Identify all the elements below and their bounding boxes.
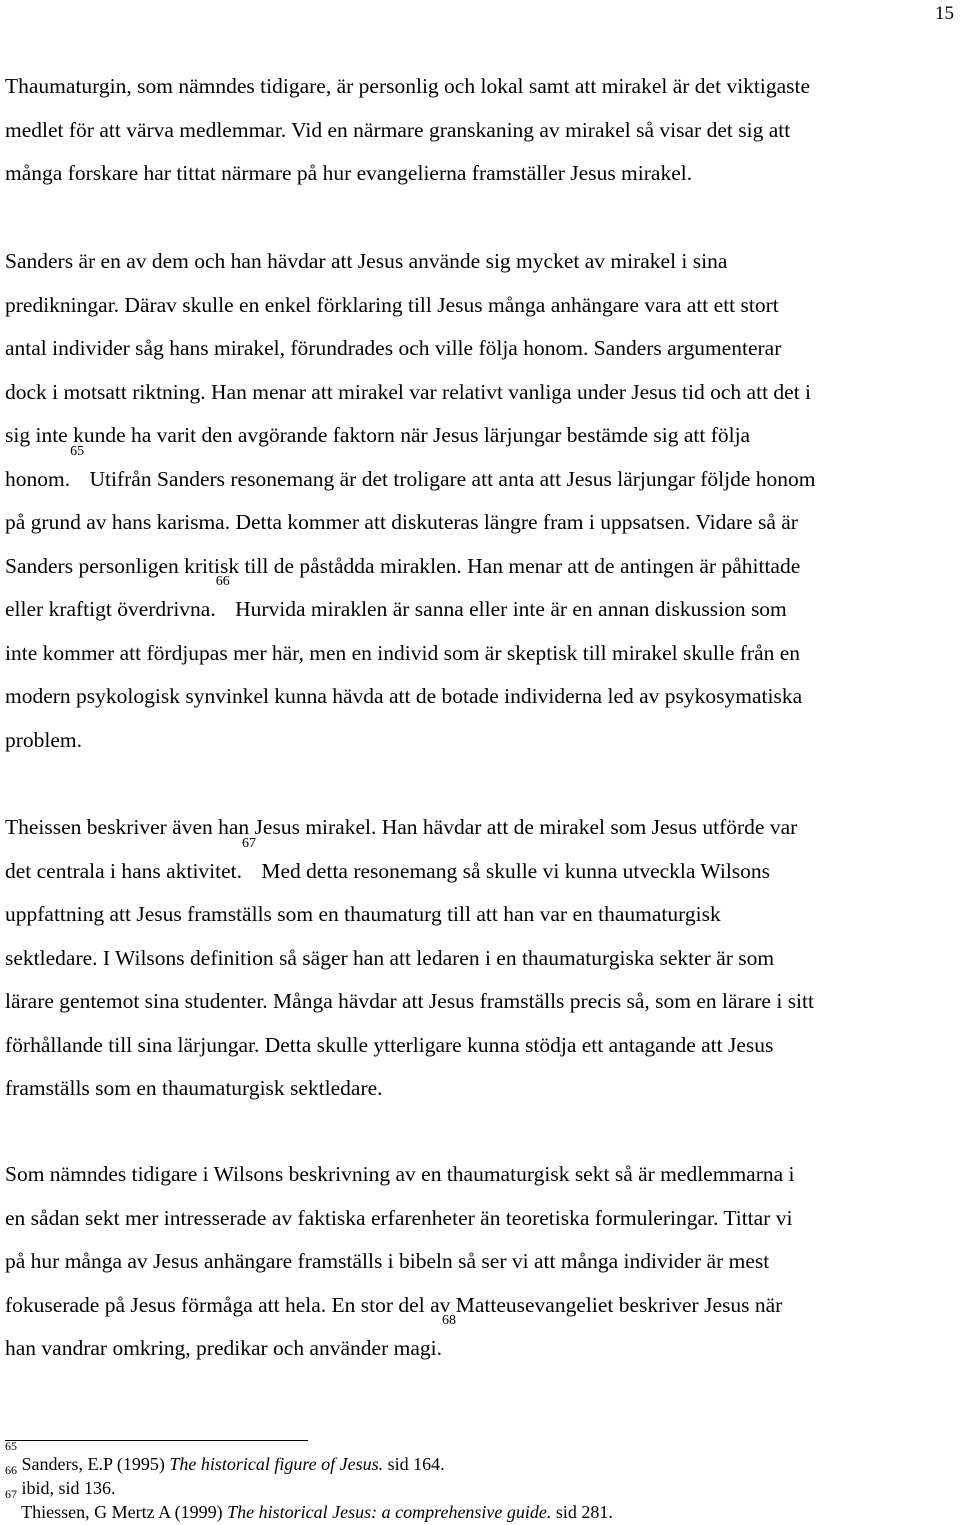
text-run: Thaumaturgin, som nämndes tidigare, är personlig och lokal samt att mirakel är det viktigaste (5, 74, 811, 98)
paragraph (5, 65, 955, 196)
text-line (5, 1153, 955, 1197)
text-line (5, 65, 955, 109)
text-run: Sanders är en av dem och han hävdar att Jesus använde sig mycket av mirakel i sina (5, 249, 728, 273)
footnote-ref: 68 (442, 1313, 457, 1328)
text-line (5, 806, 955, 850)
footnote-ref: 66 (215, 574, 230, 589)
text-line (5, 443, 955, 502)
text-line (5, 893, 955, 937)
text-run: predikningar. Därav skulle en enkel förklaring till Jesus många anhängare vara att ett stort (5, 292, 779, 317)
text-run: framställs som en thaumaturgisk sektledare. (5, 1076, 383, 1100)
text-run: dock i motsatt riktning. Han menar att mirakel var relativt vanliga under Jesus tid och att det i (5, 379, 812, 404)
text-line (5, 152, 955, 196)
text-line (5, 501, 955, 545)
text-run: Sanders, E.P (1995) (17, 1454, 170, 1474)
text-run: förhållande till sina lärjungar. Detta skulle ytterligare kunna stödja ett antagande att Jesus (5, 1032, 774, 1057)
title-italic: The historical Jesus: a comprehensive guide. (227, 1502, 552, 1522)
text-run: det centrala i hans aktivitet. (5, 858, 243, 883)
footnote-ref: 67 (5, 1487, 17, 1501)
text-run: Sanders personligen kritisk till de påstådda miraklen. Han menar att de antingen är påhittade (5, 553, 801, 578)
text-run: honom. (5, 466, 71, 491)
text-line (5, 109, 955, 153)
text-line (5, 1284, 955, 1328)
text-line (5, 574, 955, 632)
text-run: sid 164. (383, 1454, 445, 1474)
text-run: på grund av hans karisma. Detta kommer att diskuteras längre fram i uppsatsen. Vidare så är (5, 510, 798, 534)
text-run: Hurvida miraklen är sanna eller inte är en annan diskussion som (229, 597, 787, 621)
text-line (5, 1240, 955, 1284)
paragraph (5, 1153, 955, 1371)
text-line (5, 675, 955, 719)
text-line (5, 545, 955, 589)
text-run: problem. (5, 727, 83, 752)
text-run: han vandrar omkring, predikar och använder magi. (5, 1336, 443, 1360)
text-run: Thiessen, G Mertz A (1999) (17, 1502, 228, 1522)
footnote-ref: 67 (242, 835, 257, 851)
text-run: Med detta resonemang så skulle vi kunna utveckla Wilsons (256, 858, 771, 883)
text-run: sig inte kunde ha varit den avgörande faktorn när Jesus lärjungar bestämde sig att följa (5, 423, 751, 447)
page-number: 15 (935, 3, 954, 24)
text-line (5, 719, 955, 763)
footnote (5, 1439, 613, 1476)
text-line (5, 1313, 955, 1371)
text-run: lärare gentemot sina studenter. Många hävdar att Jesus framställs precis så, som en lärare i sitt (5, 989, 814, 1013)
text-run: många forskare har tittat närmare på hur evangelierna framställer Jesus mirakel. (5, 161, 693, 185)
text-line (5, 327, 955, 371)
text-line (5, 371, 955, 415)
text-line (5, 1197, 955, 1241)
text-line (5, 1067, 955, 1111)
text-line (5, 240, 955, 284)
text-run: inte kommer att fördjupas mer här, men en individ som är skeptisk till mirakel skulle från en (5, 640, 801, 665)
text-line (5, 980, 955, 1024)
text-run: på hur många av Jesus anhängare framställs i bibeln så ser vi att många individer är mest (5, 1249, 770, 1273)
text-run: ibid, sid 136. (17, 1478, 116, 1498)
text-run: Utifrån Sanders resonemang är det troligare att anta att Jesus lärjungar följde honom (84, 466, 816, 491)
footnote-ref: 65 (70, 443, 85, 459)
footnote-ref: 66 (5, 1463, 17, 1477)
text-line (5, 937, 955, 981)
text-line (5, 1024, 955, 1068)
footnotes (5, 1439, 613, 1524)
text-line (5, 835, 955, 894)
footnote-ref: 65 (5, 1439, 17, 1453)
text-line (5, 632, 955, 676)
text-run: uppfattning att Jesus framställs som en thaumaturg till att han var en thaumaturgisk (5, 902, 721, 926)
text-run: antal individer såg hans mirakel, förundrades och ville följa honom. Sanders argumenterar (5, 336, 782, 360)
text-run: fokuserade på Jesus förmåga att hela. En stor del av Matteusevangeliet beskriver Jesus när (5, 1292, 783, 1317)
text-run: modern psykologisk synvinkel kunna hävda att de botade individerna led av psykosymatiska (5, 684, 803, 708)
title-italic: The historical figure of Jesus. (169, 1454, 384, 1474)
text-line (5, 414, 955, 458)
text-run: sektledare. I Wilsons definition så säger han att ledaren i en thaumaturgiska sekter är som (5, 945, 775, 970)
text-run: Theissen beskriver även han Jesus mirakel. Han hävdar att de mirakel som Jesus utförde var (5, 815, 798, 839)
text-run: en sådan sekt mer intresserade av faktiska erfarenheter än teoretiska formuleringar. Tittar vi (5, 1205, 793, 1230)
paragraph (5, 240, 955, 762)
text-run: eller kraftigt överdrivna. (5, 597, 216, 621)
text-run: medlet för att värva medlemmar. Vid en närmare granskaning av mirakel så visar det sig att (5, 117, 791, 142)
text-run: Som nämndes tidigare i Wilsons beskrivning av en thaumaturgisk sekt så är medlemmarna i (5, 1162, 795, 1186)
text-run: sid 281. (551, 1502, 613, 1522)
paragraph (5, 806, 955, 1111)
footnote-separator (5, 1440, 308, 1441)
text-line (5, 284, 955, 328)
